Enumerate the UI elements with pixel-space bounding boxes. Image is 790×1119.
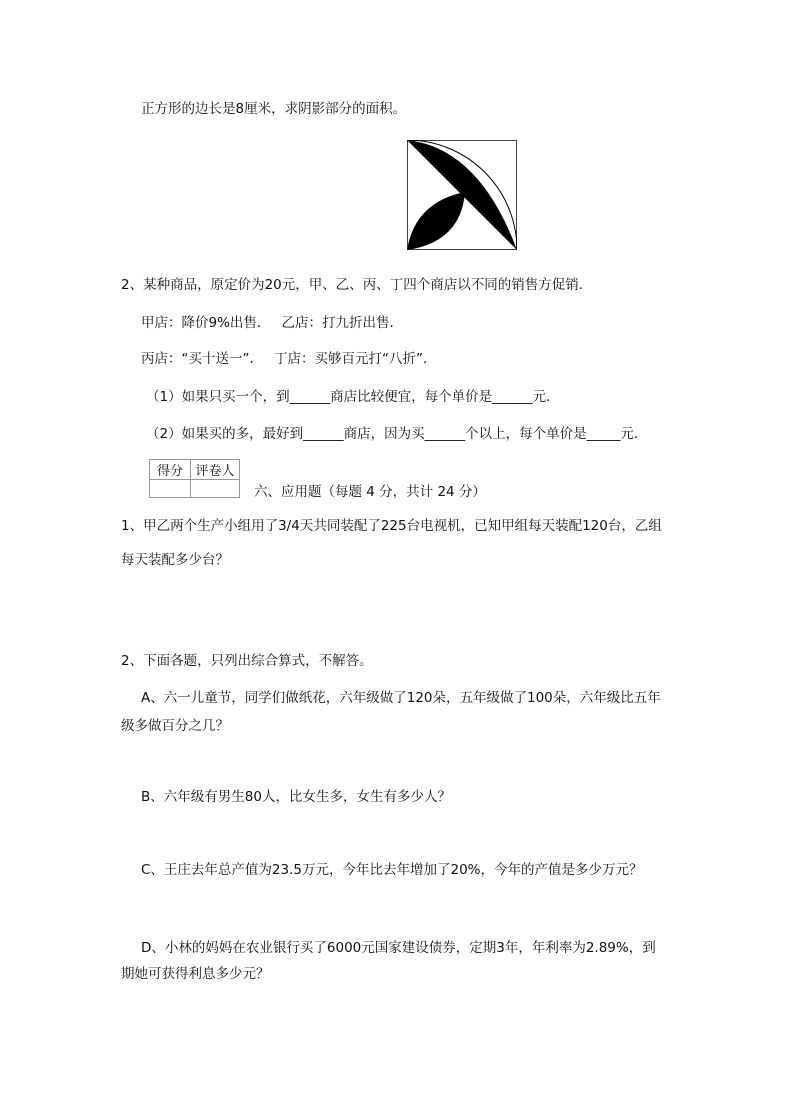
score-table: [149, 459, 240, 498]
question-square-shaded-area: 正方形的边长是8厘米，求阴影部分的面积。: [141, 101, 407, 117]
grader-cell: [191, 480, 240, 498]
s6-q1-line-1: 1、甲乙两个生产小组用了3/4天共同装配了225台电视机，已知甲组每天装配120台，乙组: [121, 518, 662, 534]
s6-q2-title: 2、下面各题，只列出综合算式，不解答。: [121, 653, 373, 669]
score-cell: [150, 480, 191, 498]
s6-q1-line-2: 每天装配多少台？: [121, 552, 229, 568]
shaded-square-figure: [407, 140, 517, 250]
s6-qB: B、六年级有男生80人，比女生多，女生有多少人？: [141, 789, 451, 805]
s6-qA-line-2: 级多做百分之几？: [121, 718, 229, 734]
grader-header: 评卷人: [191, 460, 240, 480]
shops-line-2: 丙店：“买十送一”． 丁店：买够百元打“八折”．: [141, 351, 437, 367]
sub-question-1: （1）如果只买一个，到______商店比较便宜，每个单价是______元．: [146, 389, 560, 405]
s6-qD-line-2: 期她可获得利息多少元？: [121, 966, 270, 982]
s6-qA-line-1: A、六一儿童节，同学们做纸花，六年级做了120朵，五年级做了100朵，六年级比五年: [141, 690, 661, 706]
section-6-title: 六、应用题（每题 4 分，共计 24 分）: [254, 484, 486, 500]
s6-qC: C、王庄去年总产值为23.5万元，今年比去年增加了20%，今年的产值是多少万元？: [141, 862, 643, 878]
s6-qD-line-1: D、小林的妈妈在农业银行买了6000元国家建设债券，定期3年，年利率为2.89%，到: [141, 940, 656, 956]
shops-line-1: 甲店：降价9%出售． 乙店：打九折出售．: [141, 315, 403, 331]
score-header: 得分: [150, 460, 191, 480]
sub-question-2: （2）如果买的多，最好到______商店，因为买______个以上，每个单价是_____元．: [146, 426, 648, 442]
question-2-intro: 2、某种商品，原定价为20元，甲、乙、丙、丁四个商店以不同的销售方促销．: [121, 277, 593, 293]
